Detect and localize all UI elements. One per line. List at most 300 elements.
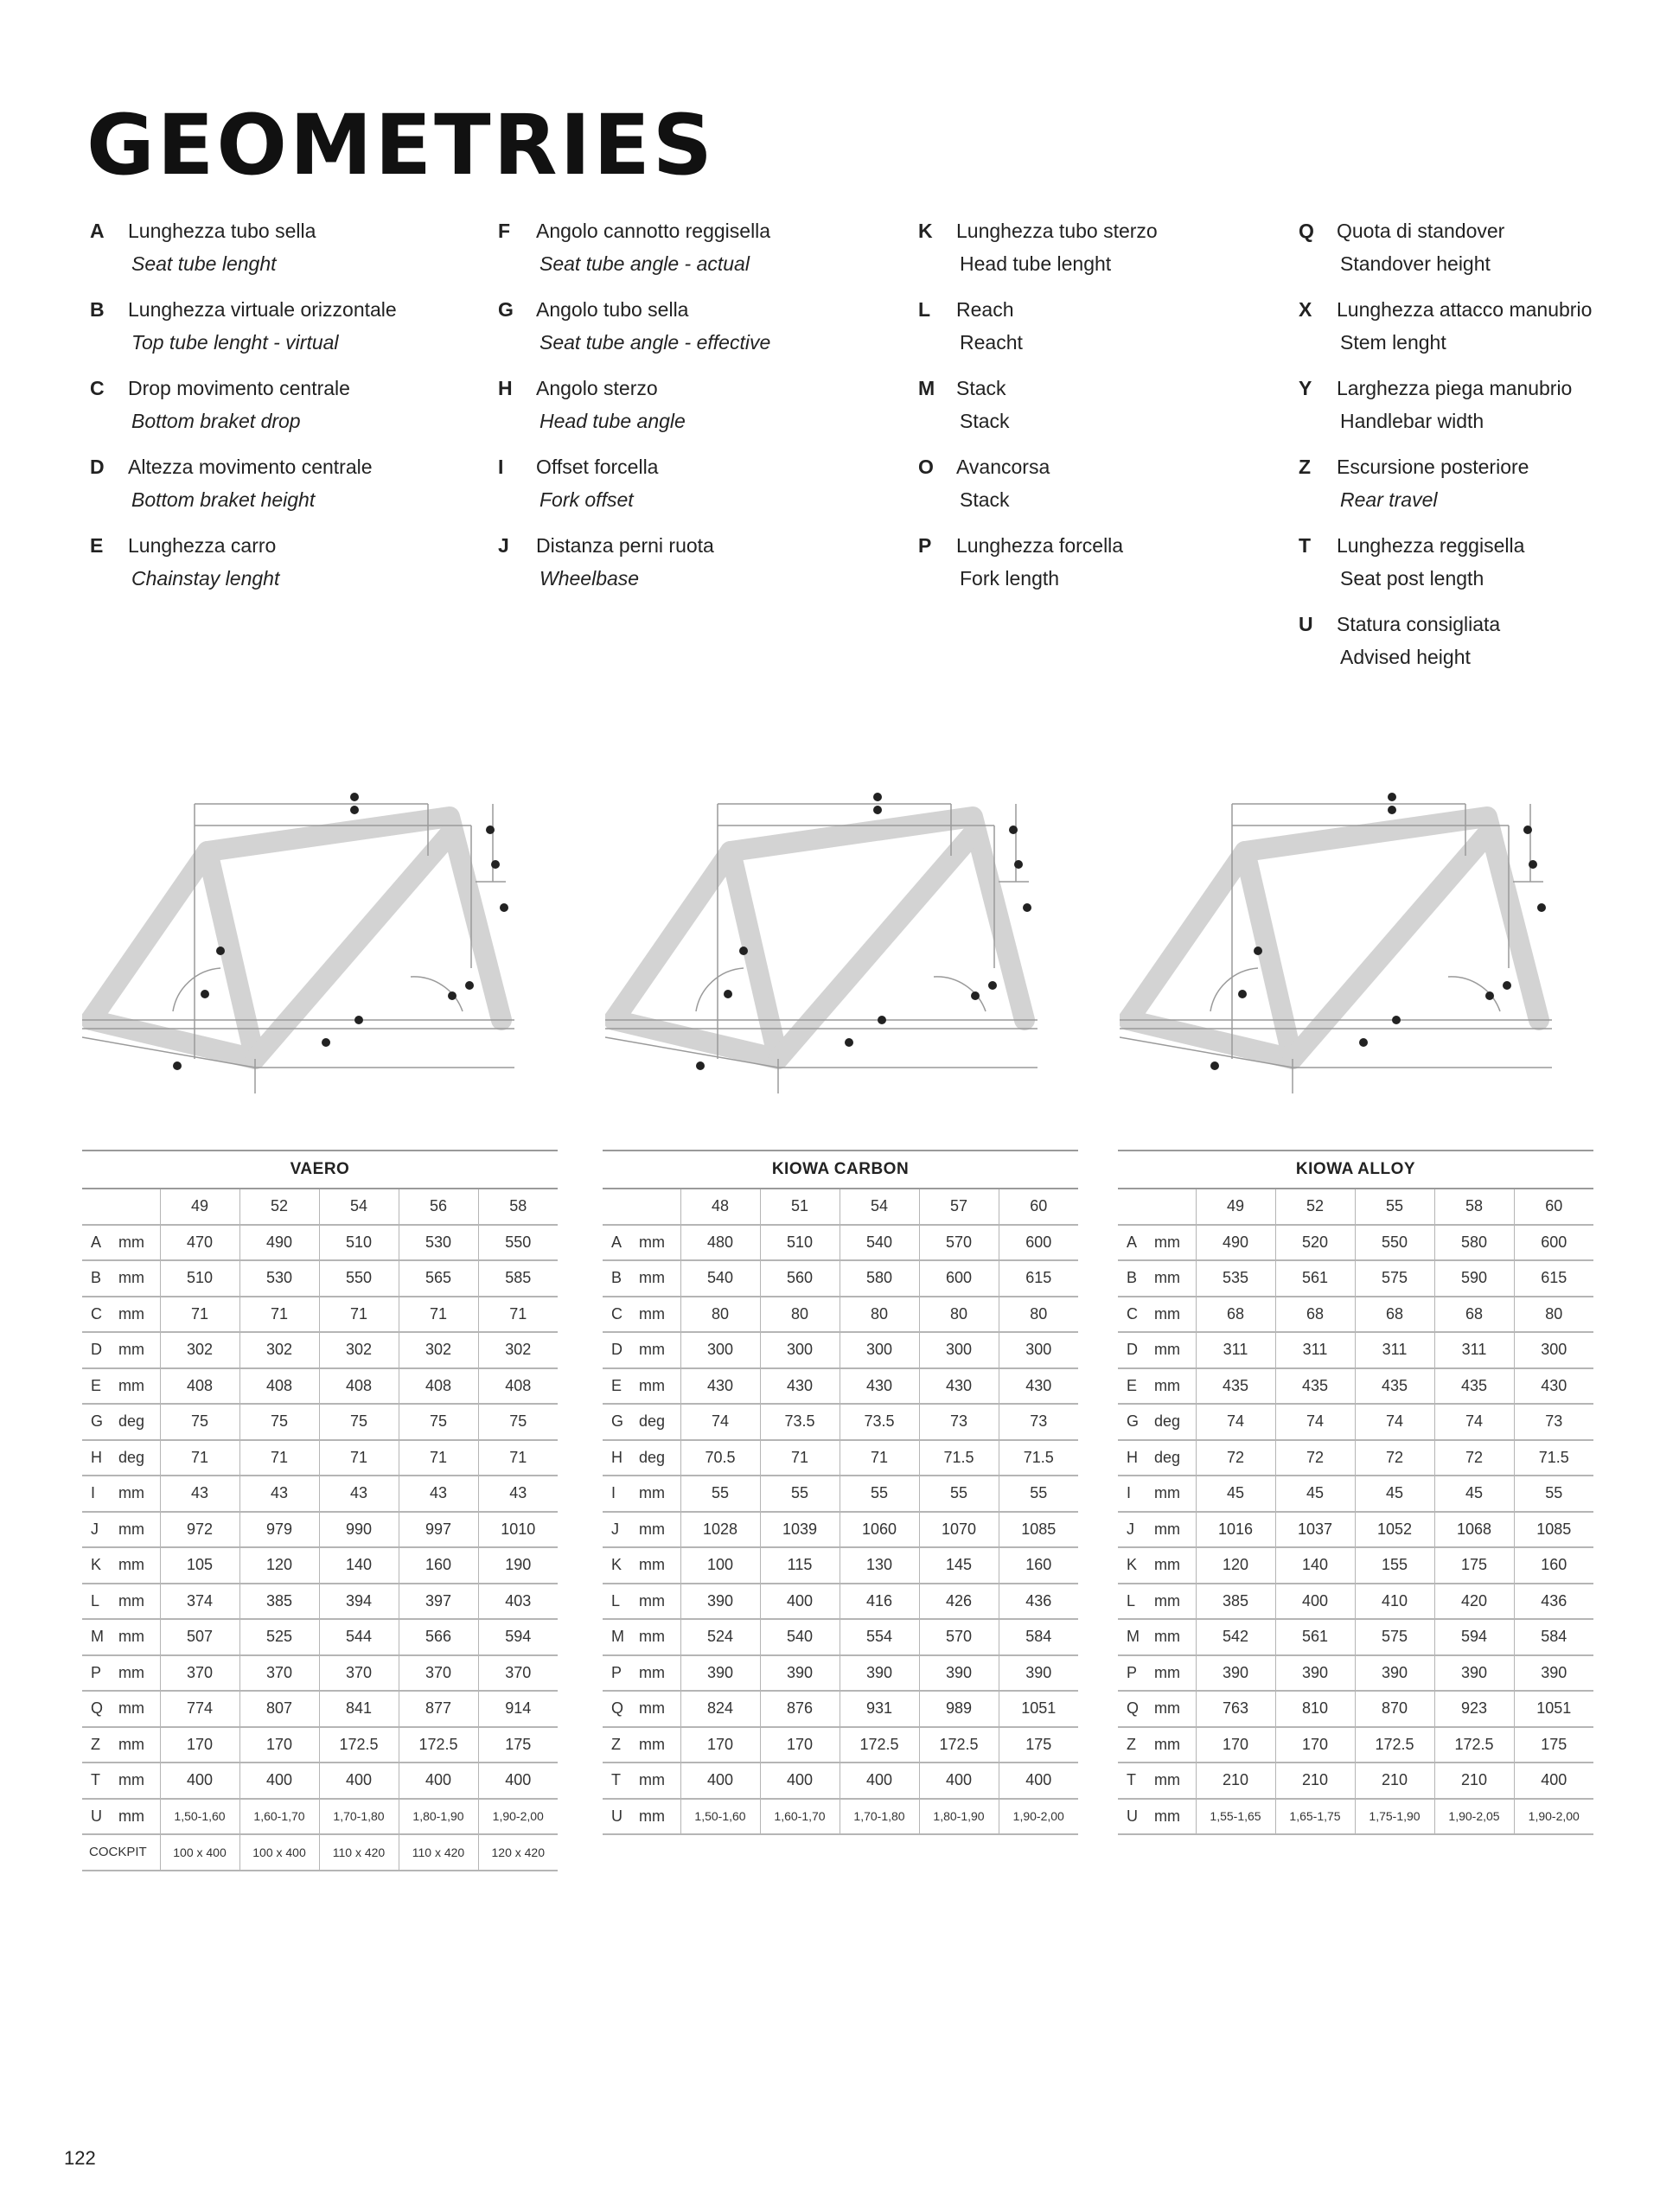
value-cell: 170 xyxy=(1275,1727,1355,1763)
value-cell: 73 xyxy=(919,1404,999,1440)
row-unit: mm xyxy=(1152,1297,1196,1333)
value-cell: 807 xyxy=(239,1691,319,1727)
value-cell: 115 xyxy=(760,1547,840,1584)
value-cell: 71 xyxy=(239,1297,319,1333)
value-cell: 525 xyxy=(239,1619,319,1655)
row-unit: mm xyxy=(117,1332,160,1368)
value-cell: 160 xyxy=(1514,1547,1593,1584)
legend-italian-label: Offset forcella xyxy=(536,456,659,478)
legend-italian-label: Quota di standover xyxy=(1337,220,1505,242)
value-cell: 490 xyxy=(1196,1225,1275,1261)
value-cell: 71 xyxy=(478,1440,558,1476)
value-cell: 43 xyxy=(319,1476,399,1512)
table-row xyxy=(82,1332,558,1368)
value-cell: 370 xyxy=(239,1655,319,1692)
value-cell: 175 xyxy=(999,1727,1078,1763)
value-cell: 55 xyxy=(919,1476,999,1512)
value-cell: 580 xyxy=(840,1260,919,1297)
value-cell: 524 xyxy=(680,1619,760,1655)
legend-letter: C xyxy=(90,377,105,399)
value-cell: 302 xyxy=(478,1332,558,1368)
legend-letter: F xyxy=(498,220,511,242)
row-unit: deg xyxy=(117,1440,160,1476)
value-cell: 55 xyxy=(999,1476,1078,1512)
legend-letter: M xyxy=(918,377,935,399)
legend-english-label: Stack xyxy=(960,410,1010,432)
value-cell: 394 xyxy=(319,1584,399,1620)
value-cell: 390 xyxy=(1434,1655,1514,1692)
value-cell: 302 xyxy=(319,1332,399,1368)
row-unit: deg xyxy=(637,1404,680,1440)
row-unit: mm xyxy=(117,1799,160,1835)
legend-letter: O xyxy=(918,456,934,478)
value-cell: 385 xyxy=(1196,1584,1275,1620)
value-cell: 374 xyxy=(160,1584,239,1620)
value-cell: 1,55-1,65 xyxy=(1196,1799,1275,1835)
row-label: U xyxy=(603,1799,637,1835)
value-cell: 45 xyxy=(1355,1476,1434,1512)
value-cell: 71 xyxy=(399,1297,478,1333)
value-cell: 600 xyxy=(1514,1225,1593,1261)
legend-italian-label: Larghezza piega manubrio xyxy=(1337,377,1573,399)
value-cell: 71.5 xyxy=(1514,1440,1593,1476)
value-cell: 300 xyxy=(680,1332,760,1368)
value-cell: 300 xyxy=(999,1332,1078,1368)
row-unit: mm xyxy=(637,1763,680,1799)
value-cell: 311 xyxy=(1275,1332,1355,1368)
legend-english-label: Seat tube angle - actual xyxy=(540,252,750,275)
value-cell: 400 xyxy=(760,1584,840,1620)
value-cell: 990 xyxy=(319,1512,399,1548)
value-cell: 172.5 xyxy=(919,1727,999,1763)
value-cell: 566 xyxy=(399,1619,478,1655)
value-cell: 80 xyxy=(760,1297,840,1333)
value-cell: 72 xyxy=(1275,1440,1355,1476)
value-cell: 810 xyxy=(1275,1691,1355,1727)
row-label: U xyxy=(82,1799,117,1835)
value-cell: 80 xyxy=(919,1297,999,1333)
row-label: G xyxy=(82,1404,117,1440)
value-cell: 390 xyxy=(1514,1655,1593,1692)
value-cell: 172.5 xyxy=(399,1727,478,1763)
value-cell: 55 xyxy=(1514,1476,1593,1512)
table-row xyxy=(82,1225,558,1261)
row-unit: mm xyxy=(637,1619,680,1655)
value-cell: 470 xyxy=(160,1225,239,1261)
legend-letter: E xyxy=(90,534,104,557)
table-title: KIOWA CARBON xyxy=(603,1150,1078,1189)
value-cell: 73 xyxy=(999,1404,1078,1440)
row-label: Z xyxy=(603,1727,637,1763)
frame-geometry-diagram xyxy=(605,769,1089,1106)
row-label: H xyxy=(603,1440,637,1476)
value-cell: 210 xyxy=(1434,1763,1514,1799)
row-label: M xyxy=(1118,1619,1152,1655)
row-unit: deg xyxy=(1152,1440,1196,1476)
page-number: 122 xyxy=(64,2147,96,2169)
value-cell: 989 xyxy=(919,1691,999,1727)
value-cell: 172.5 xyxy=(1355,1727,1434,1763)
row-label: G xyxy=(1118,1404,1152,1440)
row-label: D xyxy=(82,1332,117,1368)
value-cell: 311 xyxy=(1434,1332,1514,1368)
table-size-row xyxy=(82,1189,558,1225)
value-cell: 370 xyxy=(160,1655,239,1692)
value-cell: 70.5 xyxy=(680,1440,760,1476)
value-cell: 302 xyxy=(399,1332,478,1368)
row-label: C xyxy=(82,1297,117,1333)
value-cell: 370 xyxy=(399,1655,478,1692)
legend-english-label: Reacht xyxy=(960,331,1023,354)
value-cell: 72 xyxy=(1355,1440,1434,1476)
value-cell: 510 xyxy=(319,1225,399,1261)
row-unit: mm xyxy=(117,1476,160,1512)
row-unit: mm xyxy=(117,1619,160,1655)
table-row xyxy=(1118,1763,1593,1799)
legend-letter: J xyxy=(498,534,509,557)
table-row xyxy=(603,1260,1078,1297)
value-cell: 435 xyxy=(1355,1368,1434,1405)
value-cell: 390 xyxy=(840,1655,919,1692)
table-row xyxy=(603,1584,1078,1620)
value-cell: 170 xyxy=(239,1727,319,1763)
table-row xyxy=(603,1404,1078,1440)
row-label: T xyxy=(1118,1763,1152,1799)
legend-italian-label: Distanza perni ruota xyxy=(536,534,714,557)
row-label: K xyxy=(1118,1547,1152,1584)
value-cell: 55 xyxy=(840,1476,919,1512)
size-header-cell: 60 xyxy=(1514,1189,1593,1225)
row-label: Q xyxy=(603,1691,637,1727)
value-cell: 560 xyxy=(760,1260,840,1297)
value-cell: 80 xyxy=(680,1297,760,1333)
value-cell: 300 xyxy=(840,1332,919,1368)
legend-english-label: Head tube angle xyxy=(540,410,686,432)
empty-cell xyxy=(637,1189,680,1225)
value-cell: 600 xyxy=(919,1260,999,1297)
row-label: T xyxy=(82,1763,117,1799)
row-label: B xyxy=(82,1260,117,1297)
legend-italian-label: Lunghezza tubo sterzo xyxy=(956,220,1158,242)
table-size-row xyxy=(603,1189,1078,1225)
row-unit: mm xyxy=(117,1584,160,1620)
geometry-legend xyxy=(86,218,1608,685)
value-cell: 824 xyxy=(680,1691,760,1727)
value-cell: 390 xyxy=(680,1584,760,1620)
table-row xyxy=(603,1225,1078,1261)
value-cell: 390 xyxy=(680,1655,760,1692)
row-unit: mm xyxy=(1152,1727,1196,1763)
value-cell: 74 xyxy=(1434,1404,1514,1440)
value-cell: 390 xyxy=(1355,1655,1434,1692)
row-unit: mm xyxy=(1152,1260,1196,1297)
value-cell: 1,65-1,75 xyxy=(1275,1799,1355,1835)
value-cell: 972 xyxy=(160,1512,239,1548)
legend-italian-label: Avancorsa xyxy=(956,456,1050,478)
value-cell: 71 xyxy=(319,1440,399,1476)
value-cell: 550 xyxy=(1355,1225,1434,1261)
value-cell: 1052 xyxy=(1355,1512,1434,1548)
table-row xyxy=(82,1512,558,1548)
value-cell: 580 xyxy=(1434,1225,1514,1261)
value-cell: 311 xyxy=(1196,1332,1275,1368)
value-cell: 1,60-1,70 xyxy=(760,1799,840,1835)
row-unit: mm xyxy=(1152,1619,1196,1655)
value-cell: 71 xyxy=(840,1440,919,1476)
legend-english-label: Seat post length xyxy=(1340,567,1484,590)
row-unit: mm xyxy=(637,1547,680,1584)
value-cell: 507 xyxy=(160,1619,239,1655)
value-cell: 480 xyxy=(680,1225,760,1261)
value-cell: 979 xyxy=(239,1512,319,1548)
row-label: Z xyxy=(82,1727,117,1763)
value-cell: 1,70-1,80 xyxy=(319,1799,399,1835)
row-unit: mm xyxy=(117,1763,160,1799)
page-title: GEOMETRIES xyxy=(86,97,715,194)
value-cell: 74 xyxy=(1355,1404,1434,1440)
value-cell: 172.5 xyxy=(319,1727,399,1763)
legend-letter: U xyxy=(1299,613,1313,635)
row-label: B xyxy=(1118,1260,1152,1297)
row-label: I xyxy=(82,1476,117,1512)
value-cell: 71 xyxy=(760,1440,840,1476)
value-cell: 80 xyxy=(1514,1297,1593,1333)
value-cell: 55 xyxy=(760,1476,840,1512)
value-cell: 105 xyxy=(160,1547,239,1584)
table-row xyxy=(82,1727,558,1763)
value-cell: 73 xyxy=(1514,1404,1593,1440)
value-cell: 1010 xyxy=(478,1512,558,1548)
row-label: Q xyxy=(82,1691,117,1727)
legend-italian-label: Statura consigliata xyxy=(1337,613,1501,635)
value-cell: 931 xyxy=(840,1691,919,1727)
row-unit: mm xyxy=(637,1225,680,1261)
legend-letter: P xyxy=(918,534,932,557)
legend-italian-label: Angolo cannotto reggisella xyxy=(536,220,771,242)
cockpit-row xyxy=(82,1834,558,1871)
table-row xyxy=(603,1332,1078,1368)
legend-letter: H xyxy=(498,377,513,399)
table-row xyxy=(603,1799,1078,1835)
value-cell: 71 xyxy=(319,1297,399,1333)
row-unit: mm xyxy=(117,1225,160,1261)
legend-letter: Z xyxy=(1299,456,1312,478)
value-cell: 75 xyxy=(399,1404,478,1440)
value-cell: 561 xyxy=(1275,1619,1355,1655)
row-unit: mm xyxy=(1152,1799,1196,1835)
value-cell: 1,90-2,00 xyxy=(478,1799,558,1835)
row-label: Z xyxy=(1118,1727,1152,1763)
value-cell: 1,90-2,05 xyxy=(1434,1799,1514,1835)
value-cell: 145 xyxy=(919,1547,999,1584)
legend-english-label: Handlebar width xyxy=(1340,410,1484,432)
row-unit: mm xyxy=(117,1727,160,1763)
legend-english-label: Head tube lenght xyxy=(960,252,1112,275)
table-row xyxy=(603,1476,1078,1512)
value-cell: 575 xyxy=(1355,1619,1434,1655)
value-cell: 600 xyxy=(999,1225,1078,1261)
legend-italian-label: Lunghezza attacco manubrio xyxy=(1337,298,1593,321)
cockpit-value-cell: 110 x 420 xyxy=(399,1834,478,1871)
row-label: C xyxy=(603,1297,637,1333)
row-unit: mm xyxy=(1152,1763,1196,1799)
value-cell: 542 xyxy=(1196,1619,1275,1655)
value-cell: 1,80-1,90 xyxy=(919,1799,999,1835)
row-label: I xyxy=(1118,1476,1152,1512)
table-row xyxy=(1118,1440,1593,1476)
size-header-cell: 48 xyxy=(680,1189,760,1225)
table-row xyxy=(1118,1297,1593,1333)
legend-english-label: Bottom braket drop xyxy=(131,410,301,432)
size-header-cell: 55 xyxy=(1355,1189,1434,1225)
value-cell: 1085 xyxy=(999,1512,1078,1548)
legend-english-label: Chainstay lenght xyxy=(131,567,280,590)
row-unit: mm xyxy=(637,1297,680,1333)
value-cell: 997 xyxy=(399,1512,478,1548)
table-row xyxy=(1118,1547,1593,1584)
table-row xyxy=(82,1476,558,1512)
value-cell: 43 xyxy=(239,1476,319,1512)
table-row xyxy=(82,1763,558,1799)
value-cell: 1,90-2,00 xyxy=(999,1799,1078,1835)
value-cell: 841 xyxy=(319,1691,399,1727)
value-cell: 390 xyxy=(1196,1655,1275,1692)
value-cell: 400 xyxy=(1275,1584,1355,1620)
legend-english-label: Bottom braket height xyxy=(131,488,316,511)
value-cell: 408 xyxy=(478,1368,558,1405)
table-row xyxy=(82,1691,558,1727)
value-cell: 530 xyxy=(239,1260,319,1297)
legend-english-label: Top tube lenght - virtual xyxy=(131,331,339,354)
value-cell: 302 xyxy=(239,1332,319,1368)
size-header-cell: 51 xyxy=(760,1189,840,1225)
value-cell: 420 xyxy=(1434,1584,1514,1620)
table-title: KIOWA ALLOY xyxy=(1118,1150,1593,1189)
value-cell: 615 xyxy=(1514,1260,1593,1297)
value-cell: 400 xyxy=(919,1763,999,1799)
value-cell: 175 xyxy=(478,1727,558,1763)
value-cell: 80 xyxy=(840,1297,919,1333)
table-row xyxy=(603,1368,1078,1405)
value-cell: 1,70-1,80 xyxy=(840,1799,919,1835)
value-cell: 914 xyxy=(478,1691,558,1727)
value-cell: 175 xyxy=(1514,1727,1593,1763)
value-cell: 190 xyxy=(478,1547,558,1584)
value-cell: 1,60-1,70 xyxy=(239,1799,319,1835)
table-row xyxy=(1118,1727,1593,1763)
table-size-row xyxy=(1118,1189,1593,1225)
value-cell: 172.5 xyxy=(840,1727,919,1763)
value-cell: 430 xyxy=(999,1368,1078,1405)
value-cell: 160 xyxy=(999,1547,1078,1584)
empty-cell xyxy=(1152,1189,1196,1225)
value-cell: 74 xyxy=(1196,1404,1275,1440)
row-unit: mm xyxy=(637,1584,680,1620)
value-cell: 615 xyxy=(999,1260,1078,1297)
legend-italian-label: Lunghezza virtuale orizzontale xyxy=(128,298,397,321)
row-label: M xyxy=(603,1619,637,1655)
value-cell: 1051 xyxy=(999,1691,1078,1727)
value-cell: 170 xyxy=(1196,1727,1275,1763)
value-cell: 80 xyxy=(999,1297,1078,1333)
value-cell: 570 xyxy=(919,1225,999,1261)
value-cell: 870 xyxy=(1355,1691,1434,1727)
size-header-cell: 57 xyxy=(919,1189,999,1225)
value-cell: 923 xyxy=(1434,1691,1514,1727)
value-cell: 1,50-1,60 xyxy=(160,1799,239,1835)
value-cell: 416 xyxy=(840,1584,919,1620)
legend-letter: X xyxy=(1299,298,1312,321)
row-label: I xyxy=(603,1476,637,1512)
value-cell: 565 xyxy=(399,1260,478,1297)
row-label: J xyxy=(82,1512,117,1548)
value-cell: 510 xyxy=(760,1225,840,1261)
value-cell: 75 xyxy=(478,1404,558,1440)
value-cell: 100 xyxy=(680,1547,760,1584)
value-cell: 43 xyxy=(160,1476,239,1512)
value-cell: 426 xyxy=(919,1584,999,1620)
table-title: VAERO xyxy=(82,1150,558,1189)
value-cell: 71 xyxy=(399,1440,478,1476)
table-row xyxy=(1118,1332,1593,1368)
row-unit: mm xyxy=(637,1727,680,1763)
row-label: D xyxy=(603,1332,637,1368)
table-row xyxy=(82,1440,558,1476)
value-cell: 172.5 xyxy=(1434,1727,1514,1763)
table-row xyxy=(1118,1404,1593,1440)
table-row xyxy=(1118,1619,1593,1655)
value-cell: 75 xyxy=(160,1404,239,1440)
row-unit: mm xyxy=(637,1799,680,1835)
value-cell: 130 xyxy=(840,1547,919,1584)
value-cell: 1,90-2,00 xyxy=(1514,1799,1593,1835)
table-row xyxy=(603,1763,1078,1799)
value-cell: 71.5 xyxy=(999,1440,1078,1476)
table-row xyxy=(1118,1476,1593,1512)
row-unit: mm xyxy=(1152,1547,1196,1584)
value-cell: 74 xyxy=(680,1404,760,1440)
value-cell: 540 xyxy=(840,1225,919,1261)
value-cell: 300 xyxy=(760,1332,840,1368)
row-unit: mm xyxy=(1152,1512,1196,1548)
frame-geometry-diagram xyxy=(82,769,566,1106)
cockpit-value-cell: 100 x 400 xyxy=(160,1834,239,1871)
value-cell: 170 xyxy=(680,1727,760,1763)
legend-italian-label: Drop movimento centrale xyxy=(128,377,350,399)
value-cell: 390 xyxy=(919,1655,999,1692)
legend-letter: Y xyxy=(1299,377,1312,399)
row-unit: mm xyxy=(117,1547,160,1584)
value-cell: 436 xyxy=(999,1584,1078,1620)
value-cell: 1,80-1,90 xyxy=(399,1799,478,1835)
value-cell: 408 xyxy=(319,1368,399,1405)
value-cell: 72 xyxy=(1434,1440,1514,1476)
row-label: H xyxy=(82,1440,117,1476)
legend-english-label: Fork offset xyxy=(540,488,634,511)
value-cell: 140 xyxy=(319,1547,399,1584)
value-cell: 554 xyxy=(840,1619,919,1655)
row-unit: mm xyxy=(637,1691,680,1727)
table-row xyxy=(603,1727,1078,1763)
value-cell: 510 xyxy=(160,1260,239,1297)
geometry-table xyxy=(603,1150,1078,1835)
value-cell: 408 xyxy=(399,1368,478,1405)
value-cell: 585 xyxy=(478,1260,558,1297)
value-cell: 210 xyxy=(1355,1763,1434,1799)
value-cell: 1028 xyxy=(680,1512,760,1548)
value-cell: 68 xyxy=(1196,1297,1275,1333)
value-cell: 73.5 xyxy=(840,1404,919,1440)
